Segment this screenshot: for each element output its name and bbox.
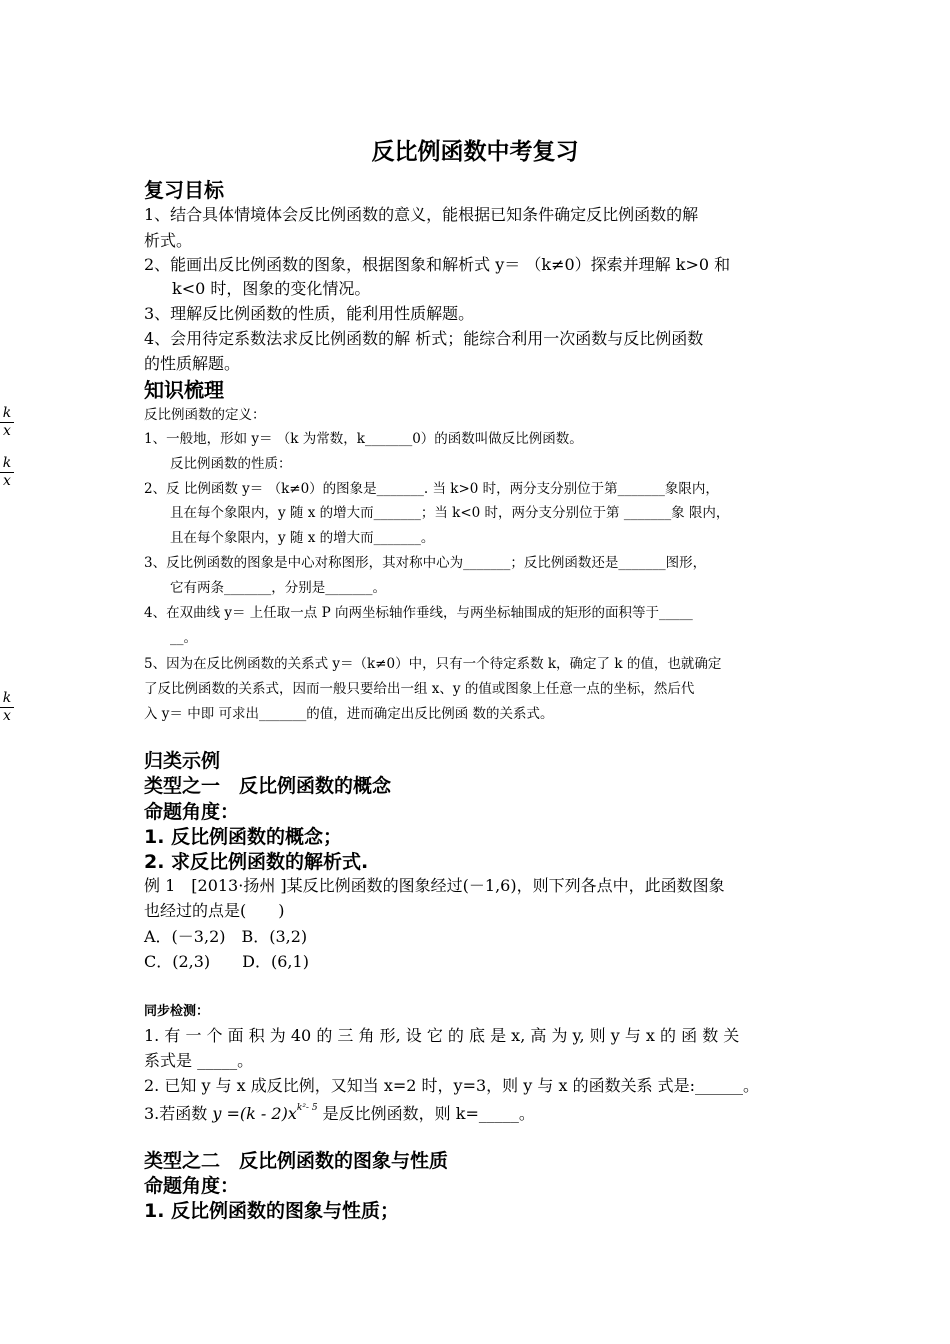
knowledge-line: 且在每个象限内，y 随 x 的增大而_______；当 k<0 时，两分支分别位于第 _______象 限内， (170, 505, 730, 521)
example-option-line: A．(－3,2) B．(3,2) (144, 927, 308, 946)
goal-line: 1、结合具体情境体会反比例函数的意义，能根据已知条件确定反比例函数的解 (144, 205, 699, 224)
sync3-suffix: 是反比例函数，则 k=_____。 (322, 1104, 535, 1123)
goal-line: 析式。 (144, 231, 193, 250)
fraction-numerator: k (0, 405, 14, 423)
goal-line: 4、会用待定系数法求反比例函数的解 析式；能综合利用一次函数与反比例函数 (144, 329, 704, 348)
type1-point: 2. 求反比例函数的解析式. (144, 851, 369, 873)
sync-line-3 (144, 1101, 535, 1124)
angle-heading: 命题角度： (144, 801, 240, 823)
knowledge-line: 2、反 比例函数 y＝ （k≠0）的图象是_______. 当 k>0 时，两分支分别位于第_______象限内， (144, 481, 719, 497)
goal-line: 的性质解题。 (144, 354, 241, 373)
sync3-formula-main: y =(k - 2)x (212, 1104, 297, 1123)
knowledge-line: 反比例函数的性质： (170, 456, 292, 472)
knowledge-line: 了反比例函数的关系式，因而一般只要给出一组 x、y 的值或图象上任意一点的坐标，然后代 (144, 681, 695, 697)
page-title: 反比例函数中考复习 (371, 139, 579, 165)
knowledge-line: 3、反比例函数的图象是中心对称图形，其对称中心为_______；反比例函数还是_______图形， (144, 555, 707, 571)
examples-heading: 归类示例 (144, 750, 221, 772)
fraction-numerator: k (0, 455, 14, 473)
knowledge-line: 1、一般地，形如 y＝ （k 为常数，k_______0）的函数叫做反比例函数。 (144, 431, 583, 447)
fraction-k-over-x (0, 455, 14, 490)
goal-line: 2、能画出反比例函数的图象，根据图象和解析式 y＝ （k≠0）探索并理解 k>0 和 (144, 255, 731, 274)
type2-heading: 类型之二 反比例函数的图象与性质 (144, 1150, 449, 1172)
sync-line: 系式是 _____。 (144, 1051, 254, 1070)
goal-line: 3、理解反比例函数的性质，能利用性质解题。 (144, 304, 475, 323)
fraction-numerator: k (0, 690, 14, 708)
sync3-formula-exponent: k²- 5 (296, 1103, 318, 1113)
fraction-denominator: x (3, 423, 11, 439)
sync3-formula (212, 1104, 317, 1123)
knowledge-line: 5、因为在反比例函数的关系式 y＝（k≠0）中，只有一个待定系数 k，确定了 k 的值，也就确定 (144, 656, 722, 672)
knowledge-line: __。 (170, 630, 197, 646)
goals-heading: 复习目标 (144, 178, 224, 202)
fraction-denominator: x (3, 708, 11, 724)
example-option-line: C．(2,3) D．(6,1) (144, 952, 309, 971)
example-line: 例 1 [2013·扬州 ]某反比例函数的图象经过(－1,6)，则下列各点中，此函数图象 (144, 876, 725, 895)
knowledge-line: 且在每个象限内，y 随 x 的增大而_______。 (170, 530, 435, 546)
knowledge-line: 4、在双曲线 y＝ 上任取一点 P 向两坐标轴作垂线，与两坐标轴围成的矩形的面积等于_____ (144, 605, 693, 621)
fraction-k-over-x (0, 405, 14, 440)
fraction-denominator: x (3, 473, 11, 489)
fraction-k-over-x (0, 690, 14, 725)
sync-line: 2. 已知 y 与 x 成反比例，又知当 x=2 时，y=3，则 y 与 x 的函数关系 式是:______。 (144, 1076, 760, 1095)
sync-heading: 同步检测： (144, 1004, 210, 1019)
knowledge-heading: 知识梳理 (144, 378, 224, 402)
example-line: 也经过的点是( ) (144, 901, 285, 920)
sync3-prefix: 3.若函数 (144, 1104, 208, 1123)
type1-point: 1. 反比例函数的概念； (144, 826, 343, 848)
type2-point: 1. 反比例函数的图象与性质； (144, 1200, 400, 1222)
knowledge-line: 入 y＝ 中即 可求出_______的值，进而确定出反比例函 数的关系式。 (144, 706, 554, 722)
angle-heading: 命题角度： (144, 1175, 240, 1197)
sync-line: 1. 有 一 个 面 积 为 40 的 三 角 形, 设 它 的 底 是 x, 高 为 y, 则 y 与 x 的 函 数 关 (144, 1026, 740, 1045)
knowledge-line: 它有两条_______，分别是_______。 (170, 580, 386, 596)
goal-line: k<0 时，图象的变化情况。 (172, 279, 371, 298)
knowledge-line: 反比例函数的定义： (144, 407, 266, 423)
type1-heading: 类型之一 反比例函数的概念 (144, 775, 392, 797)
